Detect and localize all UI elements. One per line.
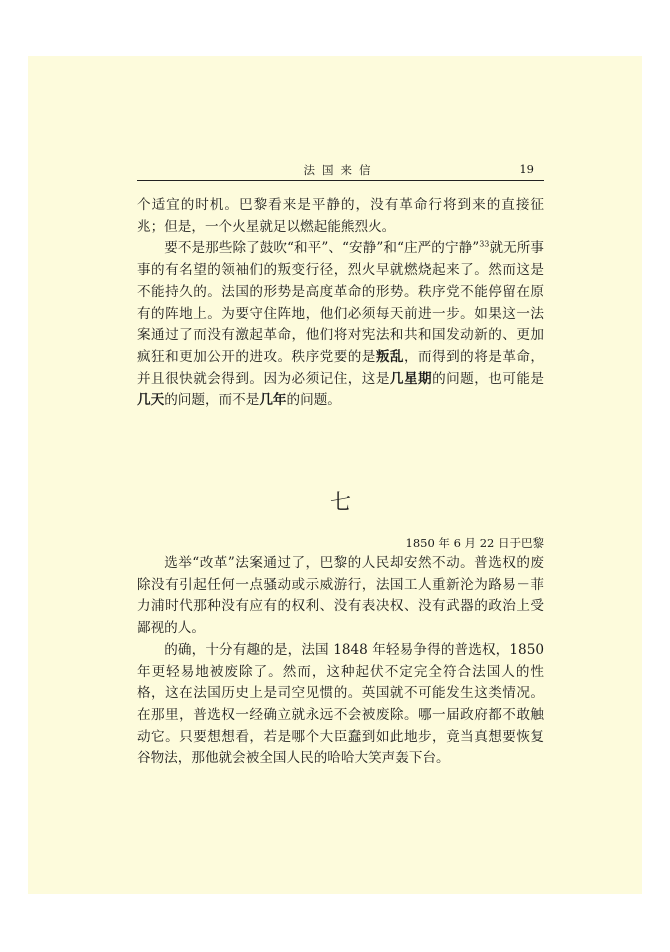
text-run: ，而得到的将是革命，并且很快就会得到。因为必须记住，这是 bbox=[137, 348, 545, 387]
emphasis-text: 几年 bbox=[259, 392, 287, 409]
emphasis-text: 几星期 bbox=[389, 370, 433, 387]
text-run: 就无所事事的有名望的领袖们的叛变行径，烈火早就燃烧起来了。然而这是不能持久的。法国的形势是高度革命的形势。秩序党不能停留在原有的阵地上。为要守住阵地，他们必须每天前进一步。如果这一法案通过了而没有激起革命，他们将对宪法和共和国发动新的、更加疯狂和更加公开的进攻。秩序党要的是 bbox=[137, 240, 544, 365]
paragraph: 选举“改革”法案通过了，巴黎的人民却安然不动。普选权的废除没有引起任何一点骚动或示威游行，法国工人重新沦为路易－菲力浦时代那种没有应有的权利、没有表决权、没有武器的政治上受鄙视的人。 bbox=[137, 555, 544, 637]
section-2-text bbox=[137, 553, 544, 770]
running-title: 法国来信 bbox=[303, 163, 378, 177]
page-number: 19 bbox=[519, 162, 534, 176]
text-run: 的问题，也可能是 bbox=[432, 370, 545, 387]
page-header bbox=[137, 160, 544, 181]
footnote-marker: 33 bbox=[479, 239, 490, 249]
text-run: 的问题。 bbox=[286, 392, 341, 409]
emphasis-text: 叛乱 bbox=[375, 348, 404, 365]
paragraph bbox=[137, 238, 544, 412]
chapter-heading: 七 bbox=[330, 490, 351, 514]
dateline: 1850 年 6 月 22 日于巴黎 bbox=[405, 536, 544, 550]
paragraph: 的确，十分有趣的是，法国 1848 年轻易争得的普选权，1850 年更轻易地被废除了。然而，这种起伏不定完全符合法国人的性格，这在法国历史上是司空见惯的。英国就不可能发生这类情况。在那里，普选权一经确立就永远不会被废除。哪一届政府都不敢触动它。只要想想看，若是哪个大臣蠢到如此地步，竟当真想要恢复谷物法，那他就会被全国人民的哈哈大笑声轰下台。 bbox=[137, 641, 544, 767]
text-run: 的问题，而不是 bbox=[164, 392, 260, 409]
emphasis-text: 几天 bbox=[137, 392, 165, 409]
paragraph: 个适宜的时机。巴黎看来是平静的，没有革命行将到来的直接征兆；但是，一个火星就足以燃起能熊烈火。 bbox=[137, 197, 544, 235]
text-run: 要不是那些除了鼓吹“和平”、“安静”和“庄严的宁静” bbox=[164, 240, 480, 257]
section-1-text bbox=[137, 195, 544, 412]
